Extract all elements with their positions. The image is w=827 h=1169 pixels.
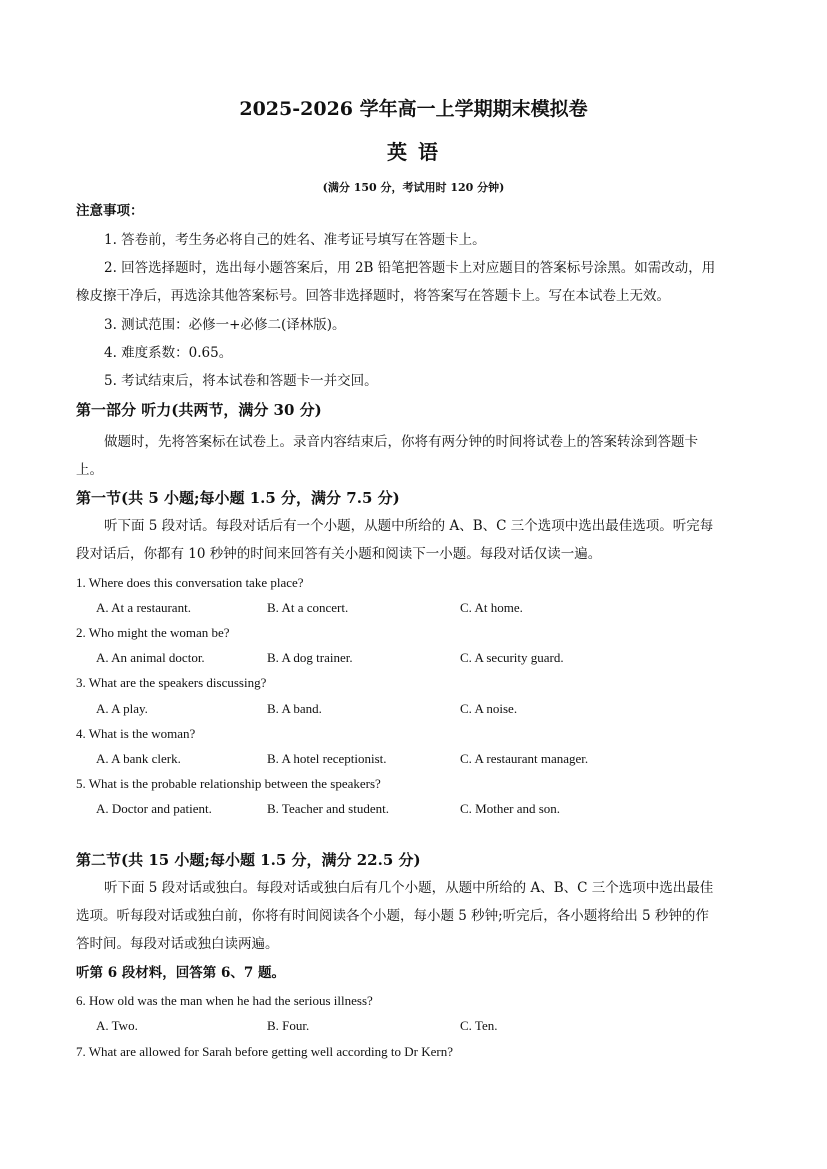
question-4-option-b: B. A hotel receptionist. [267,751,387,766]
question-5-option-c: C. Mother and son. [460,801,561,816]
question-2: 2. Who might the woman be? [76,625,230,640]
question-4-option-c: C. A restaurant manager. [460,751,589,766]
question-6-option-b: B. Four. [267,1018,310,1033]
section2-heading: 第二节(共 15 小题;每小题 1.5 分，满分 22.5 分) [76,851,421,869]
section2-intro-line-2: 选项。听每段对话或独白前，你将有时间阅读各个小题，每小题 5 秒钟;听完后，各小题将给出 5 秒钟的作 [76,908,709,924]
question-4: 4. What is the woman? [76,726,196,741]
question-2-option-c: C. A security guard. [460,650,564,665]
question-1-option-b: B. At a concert. [267,600,349,615]
question-5-option-a: A. Doctor and patient. [96,801,212,816]
score-time-note: (满分 150 分，考试用时 120 分钟) [322,181,505,194]
part1-intro-line-1: 做题时，先将答案标在试卷上。录音内容结束后，你将有两分钟的时间将试卷上的答案转涂到答题卡 [104,434,698,450]
question-6-option-c: C. Ten. [460,1018,498,1033]
part1-intro-line-2: 上。 [76,462,103,478]
notice-item-1: 1. 答卷前，考生务必将自己的姓名、准考证号填写在答题卡上。 [104,232,486,248]
question-1: 1. Where does this conversation take place? [76,575,304,590]
section1-intro-line-1: 听下面 5 段对话。每段对话后有一个小题，从题中所给的 A、B、C 三个选项中选出最佳选项。听完每 [104,518,714,534]
question-7: 7. What are allowed for Sarah before getting well according to Dr Kern? [76,1044,453,1059]
question-5: 5. What is the probable relationship between the speakers? [76,776,381,791]
question-6: 6. How old was the man when he had the serious illness? [76,993,373,1008]
question-3-option-a: A. A play. [96,701,148,716]
question-3-option-c: C. A noise. [460,701,518,716]
notice-item-4: 4. 难度系数：0.65。 [104,345,233,361]
notice-heading: 注意事项： [76,203,144,219]
question-3: 3. What are the speakers discussing? [76,675,267,690]
section1-heading: 第一节(共 5 小题;每小题 1.5 分，满分 7.5 分) [76,489,400,507]
material-6-heading: 听第 6 段材料，回答第 6、7 题。 [76,965,285,981]
exam-title: 2025-2026 学年高一上学期期末模拟卷 [239,98,588,120]
section2-intro-line-1: 听下面 5 段对话或独白。每段对话或独白后有几个小题，从题中所给的 A、B、C 三个选项中选出最佳 [104,880,714,896]
question-3-option-b: B. A band. [267,701,322,716]
question-4-option-a: A. A bank clerk. [96,751,181,766]
question-1-option-a: A. At a restaurant. [96,600,191,615]
part1-heading: 第一部分 听力(共两节，满分 30 分) [76,401,322,419]
section1-intro-line-2: 段对话后，你都有 10 秒钟的时间来回答有关小题和阅读下一小题。每段对话仅读一遍。 [76,546,602,562]
notice-item-5: 5. 考试结束后，将本试卷和答题卡一并交回。 [104,373,378,389]
notice-item-2-line-2: 橡皮擦干净后，再选涂其他答案标号。回答非选择题时，将答案写在答题卡上。写在本试卷上无效。 [76,288,670,304]
question-6-option-a: A. Two. [96,1018,138,1033]
question-2-option-a: A. An animal doctor. [96,650,205,665]
question-5-option-b: B. Teacher and student. [267,801,389,816]
notice-item-3: 3. 测试范围：必修一+必修二(译林版)。 [104,317,346,333]
subject-title: 英 语 [387,140,440,164]
section2-intro-line-3: 答时间。每段对话或独白读两遍。 [76,936,279,952]
question-1-option-c: C. At home. [460,600,523,615]
question-2-option-b: B. A dog trainer. [267,650,353,665]
notice-item-2-line-1: 2. 回答选择题时，选出每小题答案后，用 2B 铅笔把答题卡上对应题目的答案标号涂黑。如需改动，用 [104,260,716,276]
